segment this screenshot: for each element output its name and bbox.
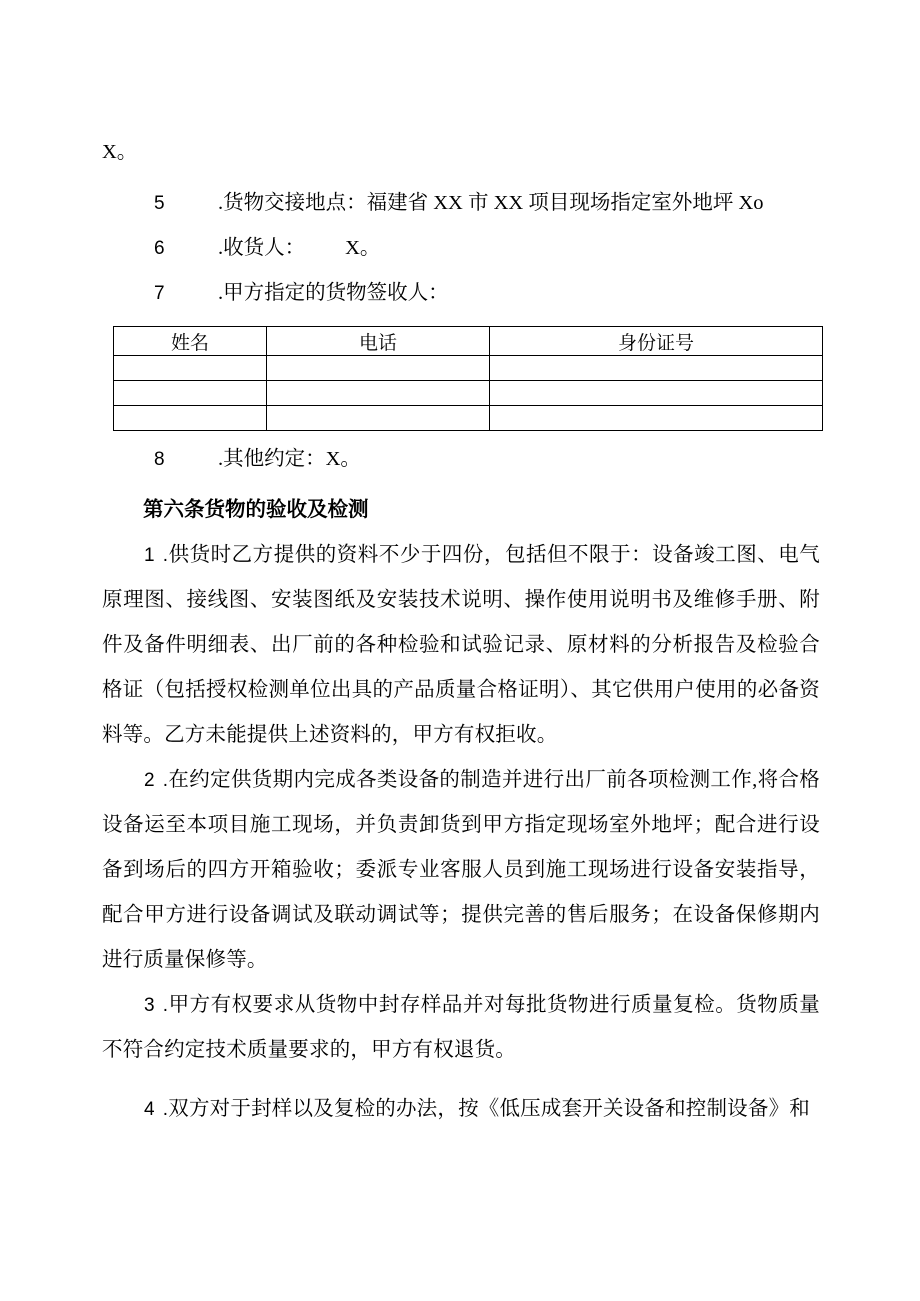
clause-3 [102, 983, 820, 1073]
list-item-5-text: 货物交接地点：福建省 XX 市 XX 项目现场指定室外地坪 Xo [223, 192, 764, 214]
clause-3-number: 3 [144, 995, 155, 1016]
cell-phone[interactable] [267, 381, 490, 406]
list-item-8-separator: . [218, 448, 224, 470]
cell-id-number[interactable] [490, 381, 823, 406]
cell-phone[interactable] [267, 406, 490, 431]
list-item-6 [102, 226, 820, 271]
cell-name[interactable] [114, 406, 267, 431]
clause-2-separator: . [162, 770, 169, 791]
cell-id-number[interactable] [490, 406, 823, 431]
clause-2-number: 2 [144, 770, 155, 791]
clause-1 [102, 533, 820, 758]
clause-1-text: 供货时乙方提供的资料不少于四份，包括但不限于：设备竣工图、电气原理图、接线图、安装图纸及安装技术说明、操作使用说明书及维修手册、附件及备件明细表、出厂前的各种检验和试验记录、原材料的分析报告及检验合格证（包括授权检测单位出具的产品质量合格证明）、其它供用户使用的必备资料等。乙方未能提供上述资料的，甲方有权拒收。 [102, 544, 820, 746]
clause-2 [102, 758, 820, 983]
cell-id-number[interactable] [490, 356, 823, 381]
clause-1-number: 1 [144, 545, 155, 566]
list-item-8 [102, 437, 820, 482]
list-item-6-value: X。 [345, 237, 381, 259]
clause-3-separator: . [162, 995, 169, 1016]
section-heading: 第六条货物的验收及检测 [143, 499, 369, 521]
clause-4-number: 4 [144, 1099, 155, 1120]
list-item-8-text: 其他约定：X。 [223, 448, 361, 470]
list-item-6-label: 收货人： [223, 237, 306, 259]
list-item-7 [102, 271, 820, 316]
table-row [114, 381, 823, 406]
spacer [102, 1073, 820, 1087]
list-item-5-separator: . [218, 192, 224, 214]
column-header-name: 姓名 [114, 327, 267, 356]
list-item-8-number: 8 [154, 449, 165, 470]
document-content [102, 130, 820, 1132]
list-item-6-number: 6 [154, 238, 165, 259]
clause-4-separator: . [162, 1099, 169, 1120]
cell-name[interactable] [114, 356, 267, 381]
list-item-5 [102, 181, 820, 226]
list-item-5-number: 5 [154, 193, 165, 214]
table-row [114, 406, 823, 431]
column-header-phone: 电话 [267, 327, 490, 356]
signer-table [113, 326, 823, 431]
signer-table-body [114, 356, 823, 431]
clause-4-text: 双方对于封样以及复检的办法，按《低压成套开关设备和控制设备》和 [168, 1098, 810, 1120]
list-item-6-separator: . [218, 237, 224, 259]
cell-phone[interactable] [267, 356, 490, 381]
opening-line: X。 [102, 141, 138, 163]
column-header-id-number: 身份证号 [490, 327, 823, 356]
clause-1-separator: . [162, 545, 169, 566]
table-row [114, 356, 823, 381]
cell-name[interactable] [114, 381, 267, 406]
clause-4 [102, 1087, 820, 1132]
list-item-7-separator: . [218, 282, 224, 304]
table-header-row [114, 327, 823, 356]
list-item-7-number: 7 [154, 283, 165, 304]
list-item-7-text: 甲方指定的货物签收人： [223, 282, 449, 304]
clause-3-text: 甲方有权要求从货物中封存样品并对每批货物进行质量复检。货物质量不符合约定技术质量要求的，甲方有权退货。 [102, 994, 820, 1061]
clause-2-text: 在约定供货期内完成各类设备的制造并进行出厂前各项检测工作,将合格设备运至本项目施工现场，并负责卸货到甲方指定现场室外地坪；配合进行设备到场后的四方开箱验收；委派专业客服人员到施工现场进行设备安装指导，配合甲方进行设备调试及联动调试等；提供完善的售后服务；在设备保修期内进行质量保修等。 [102, 769, 820, 971]
signer-table-head [114, 327, 823, 356]
